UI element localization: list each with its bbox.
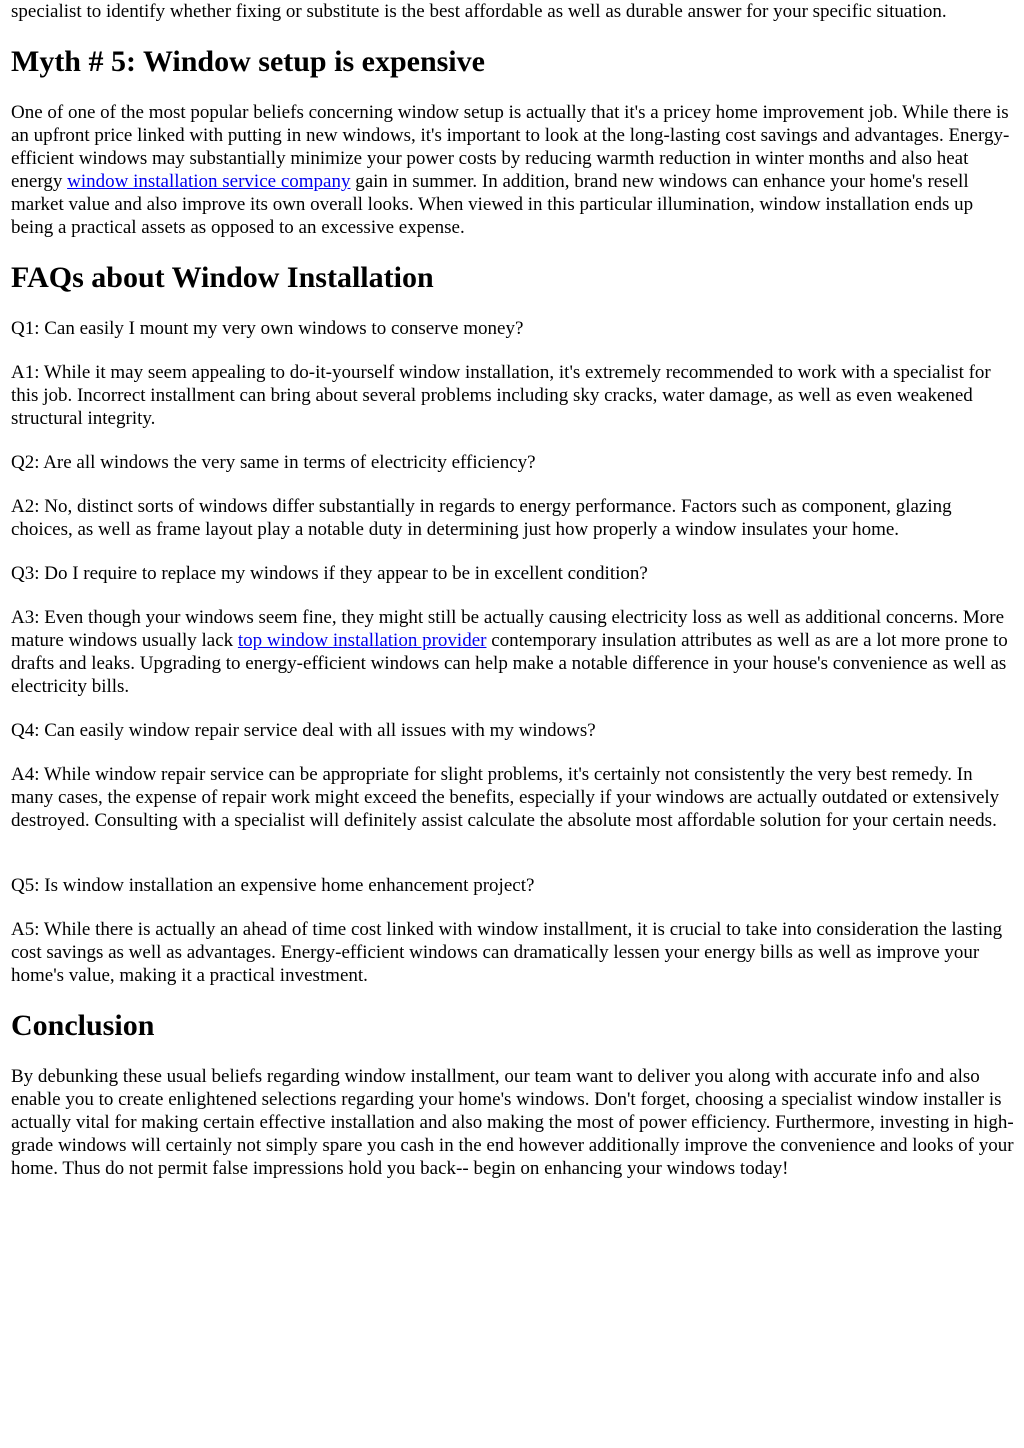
window-installation-service-company-link[interactable]: window installation service company [67, 171, 351, 192]
faq-question-2: Q2: Are all windows the very same in terms of electricity efficiency? [11, 452, 536, 473]
faq-answer-1: A1: While it may seem appealing to do-it-yourself window installation, it's extremely recommended to work with a specialist for this job. Incorrect installment can bring about several problems including sky cracks, water damage, as well as even weakened structural integrity. [11, 362, 991, 429]
intro-tail-paragraph: specialist to identify whether fixing or substitute is the best affordable as well as durable answer for your specific situation. [11, 1, 947, 22]
faq-answer-3-before-link: A3: Even though your windows seem fine, they might still be actually causing electricity loss as well as additional concerns. More mature windows usually lack [11, 607, 1005, 651]
faq-question-5: Q5: Is window installation an expensive home enhancement project? [11, 875, 535, 896]
faq-question-1: Q1: Can easily I mount my very own windows to conserve money? [11, 318, 524, 339]
faq-answer-5: A5: While there is actually an ahead of time cost linked with window installment, it is crucial to take into consideration the lasting cost savings as well as advantages. Energy-efficient windows can dramatically lessen your energy bills as well as improve your home's value, making it a practical investment. [11, 919, 1003, 986]
faq-answer-3-after-link: contemporary insulation attributes as well as are a lot more prone to drafts and leaks. Upgrading to energy-efficient windows can help make a notable difference in your house's convenience as well as electricity bills. [11, 630, 1008, 697]
faq-answer-3 [11, 606, 1014, 698]
myth5-heading: Myth # 5: Window setup is expensive [11, 45, 485, 78]
conclusion-heading: Conclusion [11, 1009, 155, 1042]
faq-answer-4: A4: While window repair service can be appropriate for slight problems, it's certainly not consistently the very best remedy. In many cases, the expense of repair work might exceed the benefits, especially if your windows are actually outdated or extensively destroyed. Consulting with a specialist will definitely assist calculate the absolute most affordable solution for your certain needs. [11, 764, 1000, 831]
faq-question-4: Q4: Can easily window repair service deal with all issues with my windows? [11, 720, 596, 741]
myth5-paragraph [11, 101, 1014, 239]
faqs-heading: FAQs about Window Installation [11, 261, 434, 294]
conclusion-paragraph: By debunking these usual beliefs regarding window installment, our team want to deliver you along with accurate info and also enable you to create enlightened selections regarding your home's windows. Don't forget, choosing a specialist window installer is actually vital for making certain effective installation and also making the most of power efficiency. Furthermore, investing in high-grade windows will certainly not simply spare you cash in the end however additionally improve the convenience and looks of your home. Thus do not permit false impressions hold you back-- begin on enhancing your windows today! [11, 1066, 1014, 1179]
myth5-text-after-link: gain in summer. In addition, brand new windows can enhance your home's resell market value and also improve its own overall looks. When viewed in this particular illumination, window installation ends up being a practical assets as opposed to an excessive expense. [11, 171, 974, 238]
faq-answer-2: A2: No, distinct sorts of windows differ substantially in regards to energy performance. Factors such as component, glazing choices, as well as frame layout play a notable duty in determining just how properly a window insulates your home. [11, 496, 952, 540]
myth5-text-before-link: One of one of the most popular beliefs concerning window setup is actually that it's a pricey home improvement job. While there is an upfront price linked with putting in new windows, it's important to look at the long-lasting cost savings and advantages. Energy-efficient windows may substantially minimize your power costs by reducing warmth reduction in winter months and also heat energy [11, 102, 1010, 192]
top-window-installation-provider-link[interactable]: top window installation provider [237, 630, 487, 651]
faq-question-3: Q3: Do I require to replace my windows if they appear to be in excellent condition? [11, 563, 648, 584]
